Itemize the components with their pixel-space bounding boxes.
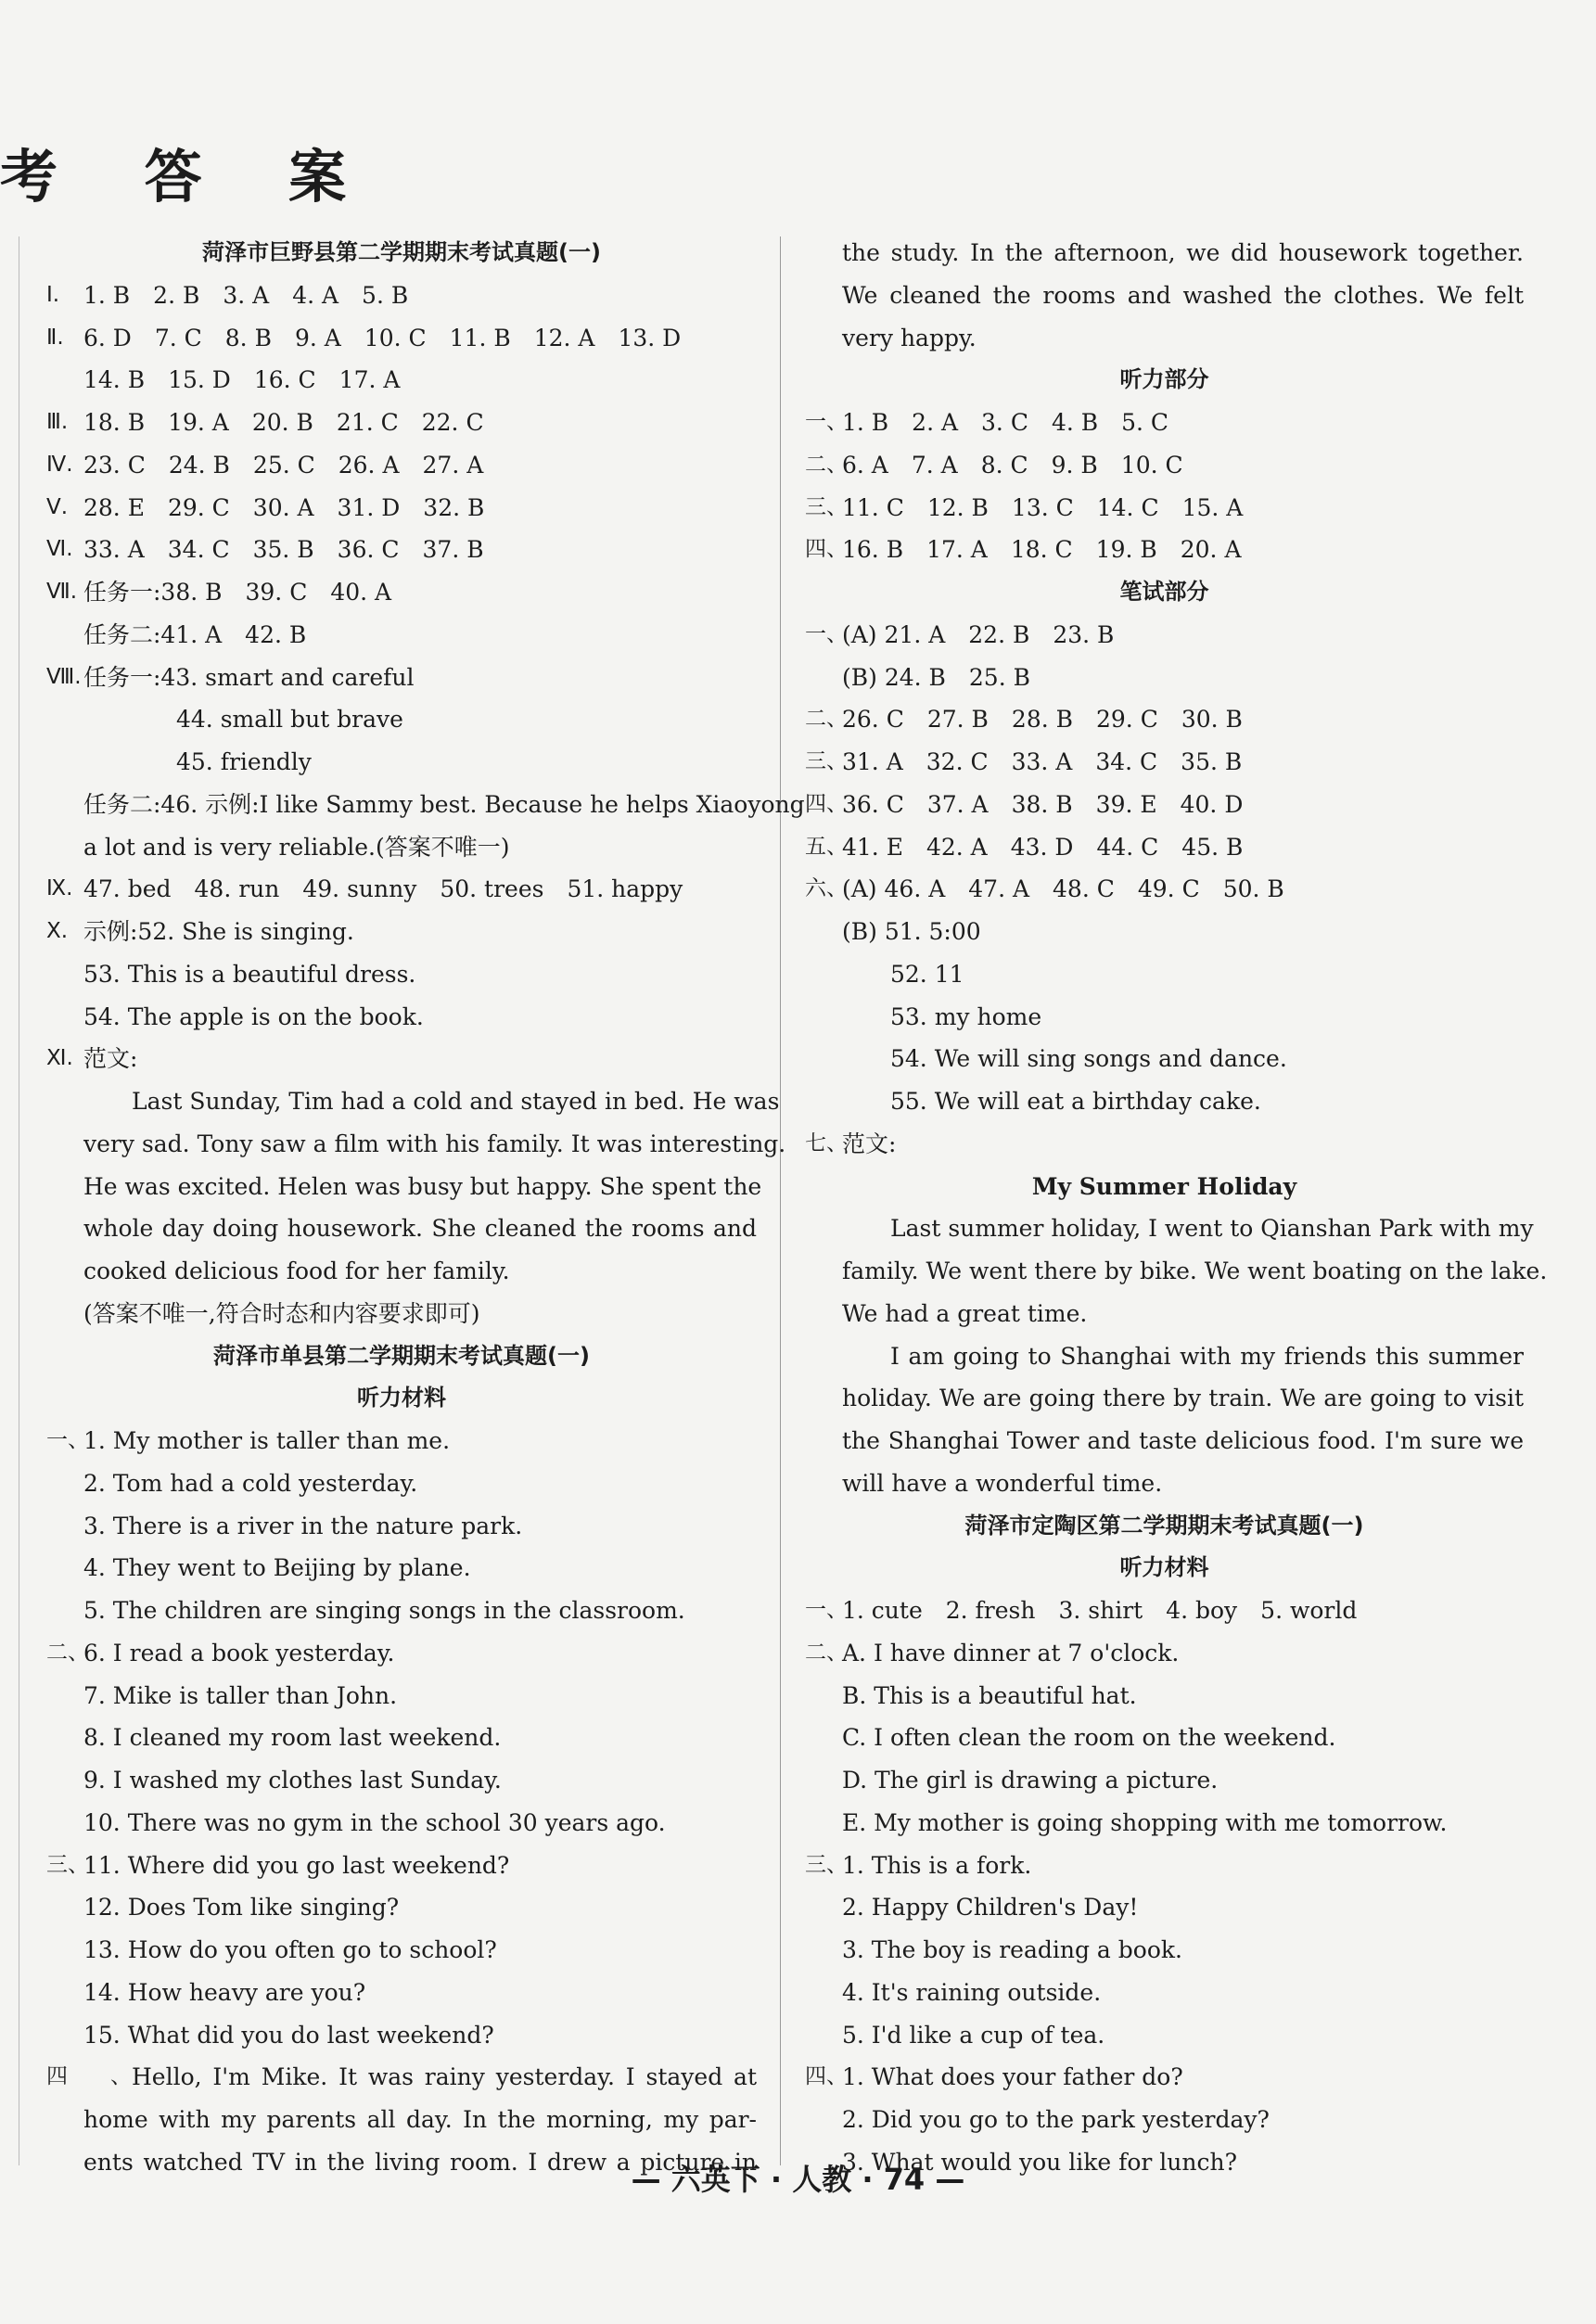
section-subtitle: 笔试部分 <box>1119 579 1209 605</box>
listening-line: 9. I washed my clothes last Sunday. <box>83 1767 502 1794</box>
listening-line: 4. They went to Beijing by plane. <box>83 1554 471 1582</box>
answer-line: 四、16. B 17. A 18. C 19. B 20. A <box>805 536 1242 564</box>
listening-line: 3. There is a river in the nature park. <box>83 1512 523 1539</box>
essay-line: Last Sunday, Tim had a cold and stayed in bed. He was <box>132 1088 780 1115</box>
listening-line: 三、11. Where did you go last weekend? <box>46 1851 510 1879</box>
answer-line: 三、11. C 12. B 13. C 14. C 15. A <box>805 493 1244 521</box>
essay-line: Last summer holiday, I went to Qianshan Park with my <box>890 1215 1534 1243</box>
answer-line: Ⅺ. 范文: <box>46 1045 138 1073</box>
answer-line: 44. small but brave <box>176 706 403 734</box>
listening-line: the study. In the afternoon, we did housework together. <box>842 239 1524 266</box>
answer-line: 54. The apple is on the book. <box>83 1002 424 1030</box>
listening-line: D. The girl is drawing a picture. <box>842 1767 1219 1794</box>
answer-line: 55. We will eat a birthday cake. <box>890 1088 1261 1115</box>
answer-line: 四、36. C 37. A 38. B 39. E 40. D <box>805 790 1244 818</box>
essay-line: We had a great time. <box>842 1299 1088 1327</box>
listening-line: ents watched TV in the living room. I drew a picture in <box>83 2148 757 2176</box>
answer-line: Ⅱ. 6. D 7. C 8. B 9. A 10. C 11. B 12. A 13. D <box>46 324 682 351</box>
listening-line: 14. How heavy are you? <box>83 1978 366 2006</box>
essay-line: He was excited. Helen was busy but happy. She spent the <box>83 1172 762 1200</box>
answer-line: 二、6. A 7. A 8. C 9. B 10. C <box>805 451 1183 479</box>
listening-line: 四、1. What does your father do? <box>805 2063 1183 2091</box>
listening-line: 7. Mike is taller than John. <box>83 1681 398 1709</box>
listening-line: 四、Hello, I'm Mike. It was rainy yesterday. I stayed at <box>46 2063 757 2091</box>
listening-line: 一、1. My mother is taller than me. <box>46 1427 451 1454</box>
essay-line: will have a wonderful time. <box>842 1469 1163 1497</box>
answer-line: 53. This is a beautiful dress. <box>83 960 416 988</box>
listening-line: 5. The children are singing songs in the classroom. <box>83 1597 685 1624</box>
essay-line: cooked delicious food for her family. <box>83 1258 510 1284</box>
section-subtitle: 听力材料 <box>357 1385 446 1411</box>
listening-line: 2. Happy Children's Day! <box>842 1894 1139 1922</box>
essay-line: holiday. We are going there by train. We are going to visit <box>842 1385 1524 1412</box>
note-line: (答案不唯一,符合时态和内容要求即可) <box>83 1299 480 1327</box>
listening-line: 3. What would you like for lunch? <box>842 2148 1238 2176</box>
answer-line: 54. We will sing songs and dance. <box>890 1045 1287 1073</box>
section-subtitle: 听力部分 <box>1119 366 1209 393</box>
listening-line: 2. Tom had a cold yesterday. <box>83 1469 418 1497</box>
listening-line: 一、1. cute 2. fresh 3. shirt 4. boy 5. world <box>805 1597 1358 1624</box>
essay-line: family. We went there by bike. We went boating on the lake. <box>842 1258 1548 1284</box>
listening-line: 二、A. I have dinner at 7 o'clock. <box>805 1639 1180 1666</box>
essay-line: whole day doing housework. She cleaned the rooms and <box>83 1215 757 1243</box>
listening-line: 三、1. This is a fork. <box>805 1851 1032 1879</box>
answer-line: Ⅷ.任务一:43. smart and careful <box>46 663 415 691</box>
answer-line: Ⅴ. 28. E 29. C 30. A 31. D 32. B <box>46 493 485 521</box>
listening-line: We cleaned the rooms and washed the clothes. We felt <box>842 281 1524 309</box>
listening-line: home with my parents all day. In the morning, my par- <box>83 2106 757 2133</box>
essay-title: My Summer Holiday <box>1031 1172 1297 1200</box>
left-column <box>46 232 805 2184</box>
answer-line: Ⅸ. 47. bed 48. run 49. sunny 50. trees 51. happy <box>46 875 683 903</box>
answer-line: 52. 11 <box>890 960 964 988</box>
listening-line: E. My mother is going shopping with me tomorrow. <box>842 1808 1448 1836</box>
essay-line: I am going to Shanghai with my friends this summer <box>890 1342 1524 1370</box>
answer-line: Ⅵ. 33. A 34. C 35. B 36. C 37. B <box>46 536 484 564</box>
listening-line: C. I often clean the room on the weekend. <box>842 1724 1336 1752</box>
answer-line: 六、(A) 46. A 47. A 48. C 49. C 50. B <box>805 875 1284 903</box>
answer-line: Ⅳ. 23. C 24. B 25. C 26. A 27. A <box>46 451 484 479</box>
essay-line: the Shanghai Tower and taste delicious food. I'm sure we <box>842 1427 1524 1454</box>
answer-line: 53. my home <box>890 1002 1042 1030</box>
answer-line: 45. friendly <box>176 748 312 775</box>
answer-line: Ⅹ. 示例:52. She is singing. <box>46 918 354 945</box>
answer-line: Ⅰ. 1. B 2. B 3. A 4. A 5. B <box>46 281 409 309</box>
answer-line: a lot and is very reliable.(答案不唯一) <box>83 833 510 861</box>
answer-line: 七、范文: <box>805 1130 897 1157</box>
answer-line: 14. B 15. D 16. C 17. A <box>83 366 401 394</box>
right-column <box>805 232 1548 2184</box>
listening-line: 8. I cleaned my room last weekend. <box>83 1724 502 1752</box>
section-subtitle: 听力材料 <box>1119 1554 1209 1581</box>
listening-line: 3. The boy is reading a book. <box>842 1936 1182 1963</box>
listening-line: 2. Did you go to the park yesterday? <box>842 2106 1270 2133</box>
listening-line: 5. I'd like a cup of tea. <box>842 2021 1105 2049</box>
section-title: 菏泽市巨野县第二学期期末考试真题(一) <box>202 239 601 265</box>
answer-line: 一、(A) 21. A 22. B 23. B <box>805 620 1115 648</box>
page-footer: — 六英下 · 人教 · 74 — <box>631 2162 965 2197</box>
listening-line: 12. Does Tom like singing? <box>83 1894 400 1922</box>
answer-line: (B) 24. B 25. B <box>842 663 1030 691</box>
section-title: 菏泽市定陶区第二学期期末考试真题(一) <box>964 1512 1364 1539</box>
answer-line: 五、41. E 42. A 43. D 44. C 45. B <box>805 833 1244 861</box>
listening-line: 15. What did you do last weekend? <box>83 2021 494 2049</box>
listening-line: B. This is a beautiful hat. <box>842 1681 1137 1709</box>
listening-line: 4. It's raining outside. <box>842 1978 1102 2006</box>
listening-line: very happy. <box>842 324 977 351</box>
answer-line: Ⅲ. 18. B 19. A 20. B 21. C 22. C <box>46 409 484 436</box>
answer-line: 三、31. A 32. C 33. A 34. C 35. B <box>805 748 1243 775</box>
essay-line: very sad. Tony saw a film with his family. It was interesting. <box>83 1130 786 1157</box>
answer-line: 一、1. B 2. A 3. C 4. B 5. C <box>805 409 1169 436</box>
answer-line: (B) 51. 5:00 <box>842 918 981 945</box>
listening-line: 13. How do you often go to school? <box>83 1936 497 1963</box>
answer-line: 任务二:41. A 42. B <box>83 620 307 648</box>
page-title: 考 答 案 <box>0 143 380 211</box>
listening-line: 10. There was no gym in the school 30 years ago. <box>83 1808 666 1836</box>
answer-line: 二、26. C 27. B 28. B 29. C 30. B <box>805 706 1243 734</box>
section-title: 菏泽市单县第二学期期末考试真题(一) <box>213 1342 590 1369</box>
answer-line: Ⅶ. 任务一:38. B 39. C 40. A <box>46 579 392 606</box>
listening-line: 二、6. I read a book yesterday. <box>46 1639 395 1666</box>
answer-line: 任务二:46. 示例:I like Sammy best. Because he helps Xiaoyong <box>83 790 805 818</box>
column-divider <box>780 236 781 2165</box>
